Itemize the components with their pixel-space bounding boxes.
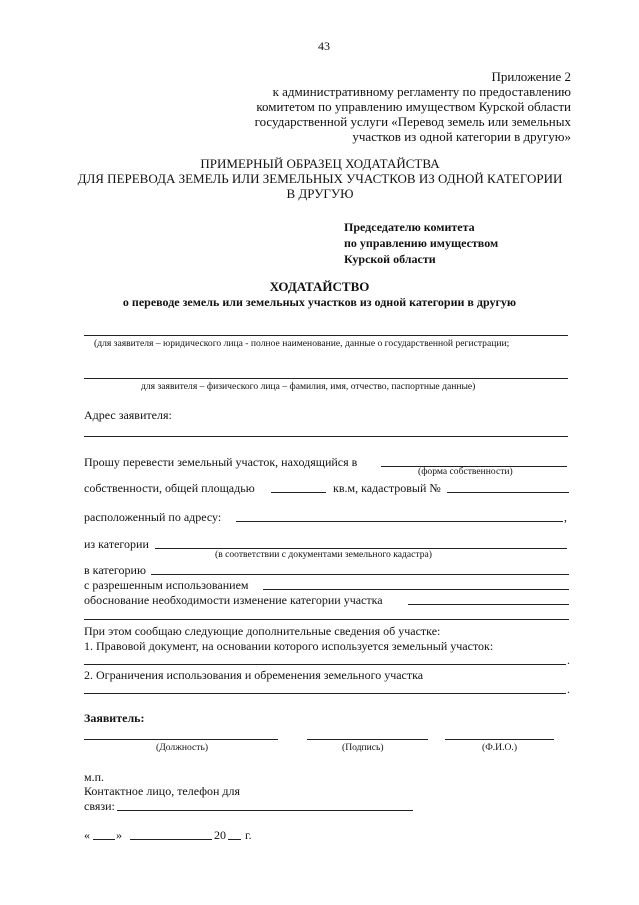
signature-field[interactable] bbox=[307, 739, 428, 740]
to-category-field[interactable] bbox=[151, 574, 569, 575]
appendix-block bbox=[211, 69, 571, 144]
contact-label-2: связи: bbox=[84, 799, 115, 813]
applicant-address-field[interactable] bbox=[84, 436, 568, 437]
appendix-line-3: комитетом по управлению имуществом Курской области bbox=[256, 99, 571, 114]
applicant-entity-line[interactable] bbox=[84, 335, 568, 336]
cadastral-label: кв.м, кадастровый № bbox=[333, 481, 441, 495]
located-comma: , bbox=[564, 510, 567, 524]
appendix-line-5: участков из одной категории в другую» bbox=[352, 129, 571, 144]
from-category-label: из категории bbox=[84, 537, 149, 551]
justification-field-2[interactable] bbox=[84, 619, 569, 620]
item-2-label: 2. Ограничения использования и обременения земельного участка bbox=[84, 668, 424, 682]
ownership-form-hint: (форма собственности) bbox=[418, 466, 513, 477]
addressee-line-2: по управлению имуществом bbox=[344, 236, 499, 250]
addressee-line-1: Председателю комитета bbox=[344, 220, 475, 234]
to-category-label: в категорию bbox=[84, 563, 146, 577]
justification-label: обоснование необходимости изменение категории участка bbox=[84, 593, 383, 607]
date-day-field[interactable] bbox=[93, 839, 115, 840]
item-2-dot: . bbox=[567, 682, 570, 696]
stamp-label: м.п. bbox=[84, 770, 105, 784]
applicant-label: Заявитель: bbox=[84, 711, 145, 725]
location-address-field[interactable] bbox=[236, 521, 563, 522]
item-2-field[interactable] bbox=[84, 693, 566, 694]
full-name-field[interactable] bbox=[445, 739, 554, 740]
additional-info-label: При этом сообщаю следующие дополнительные сведения об участке: bbox=[84, 624, 441, 638]
contact-label-1: Контактное лицо, телефон для bbox=[84, 784, 241, 798]
petition-title: ХОДАТАЙСТВО bbox=[269, 279, 370, 294]
petition-subtitle: о переводе земель или земельных участков из одной категории в другую bbox=[122, 295, 517, 309]
date-year-suffix: г. bbox=[245, 828, 252, 842]
located-label: расположенный по адресу: bbox=[84, 510, 222, 524]
area-field[interactable] bbox=[271, 492, 326, 493]
position-hint: (Должность) bbox=[156, 742, 209, 753]
item-1-dot: . bbox=[567, 653, 570, 667]
addressee-block bbox=[344, 219, 498, 267]
contact-field[interactable] bbox=[117, 810, 413, 811]
legal-entity-hint: (для заявителя – юридического лица - полное наименование, данные о государственной регистрации; bbox=[94, 338, 510, 349]
date-year-prefix: 20 bbox=[214, 828, 226, 842]
permitted-use-field[interactable] bbox=[263, 589, 569, 590]
applicant-person-line[interactable] bbox=[84, 378, 568, 379]
date-close-quote: » bbox=[116, 828, 122, 842]
individual-hint: для заявителя – физического лица – фамилия, имя, отчество, паспортные данные) bbox=[141, 381, 476, 392]
addressee-line-3: Курской области bbox=[344, 252, 436, 266]
sample-title bbox=[60, 156, 580, 201]
request-label: Прошу перевести земельный участок, находящийся в bbox=[84, 455, 358, 469]
signature-hint: (Подпись) bbox=[342, 742, 384, 753]
date-open-quote: « bbox=[84, 828, 90, 842]
appendix-line-4: государственной услуги «Перевод земель или земельных bbox=[254, 114, 571, 129]
cadastre-hint: (в соответствии с документами земельного кадастра) bbox=[215, 549, 432, 560]
appendix-line-2: к административному регламенту по предоставлению bbox=[272, 84, 571, 99]
sample-title-line-3: В ДРУГУЮ bbox=[286, 186, 354, 201]
sample-title-line-1: ПРИМЕРНЫЙ ОБРАЗЕЦ ХОДАТАЙСТВА bbox=[200, 156, 440, 171]
justification-field[interactable] bbox=[408, 604, 569, 605]
full-name-hint: (Ф.И.О.) bbox=[482, 742, 518, 753]
date-year-field[interactable] bbox=[228, 839, 241, 840]
date-month-field[interactable] bbox=[130, 839, 212, 840]
position-field[interactable] bbox=[84, 739, 278, 740]
sample-title-line-2: ДЛЯ ПЕРЕВОДА ЗЕМЕЛЬ ИЛИ ЗЕМЕЛЬНЫХ УЧАСТКОВ ИЗ ОДНОЙ КАТЕГОРИИ bbox=[77, 171, 563, 186]
cadastral-number-field[interactable] bbox=[447, 492, 569, 493]
permitted-use-label: с разрешенным использованием bbox=[84, 578, 249, 592]
appendix-line-1: Приложение 2 bbox=[491, 69, 571, 84]
item-1-field[interactable] bbox=[84, 664, 566, 665]
applicant-address-label: Адрес заявителя: bbox=[84, 408, 172, 422]
item-1-label: 1. Правовой документ, на основании которого используется земельный участок: bbox=[84, 639, 494, 653]
page-number: 43 bbox=[318, 39, 330, 53]
area-label: собственности, общей площадью bbox=[84, 481, 255, 495]
